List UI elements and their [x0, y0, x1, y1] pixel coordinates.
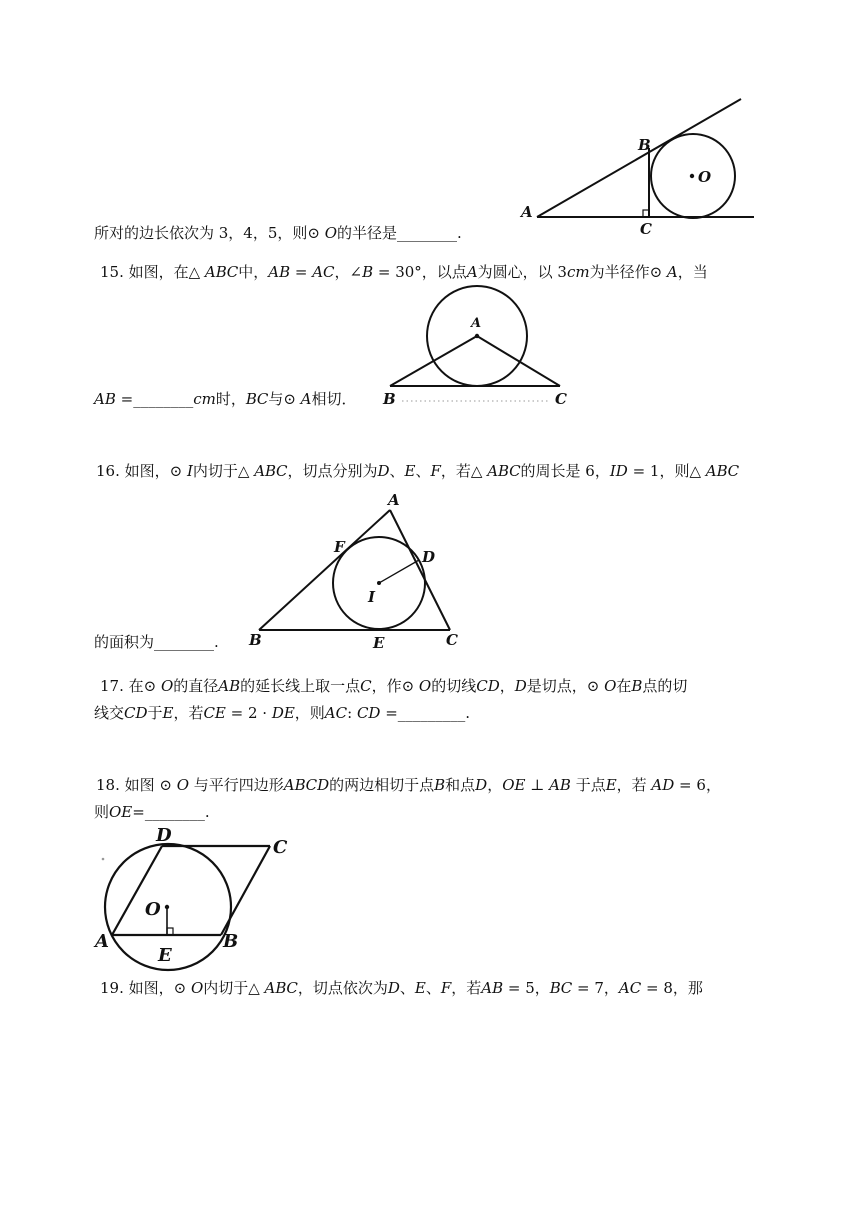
- q18-diagram: [92, 822, 302, 972]
- q16-label-a: A: [388, 491, 400, 509]
- q18-line-ad: [112, 846, 162, 935]
- q18-label-e: E: [158, 945, 172, 966]
- q15-diagram: [378, 292, 578, 410]
- q15-text-line2: 𝐴𝐵 =________𝑐𝑚时，𝐵𝐶与⊙ 𝐴相切．: [94, 390, 357, 408]
- q18-center-dot: [165, 905, 169, 909]
- q15-label-a: A: [471, 316, 482, 331]
- q16-center-dot: [377, 581, 381, 585]
- q15-label-b: B: [383, 390, 396, 408]
- q17-text-line2: 线交𝐶𝐷于𝐸，若𝐶𝐸 = 2 · 𝐷𝐸，则𝐴𝐶: 𝐶𝐷 =_________.: [94, 704, 471, 722]
- q19-text-line1: 19. 如图，⊙ 𝑂内切于△ 𝐴𝐵𝐶，切点依次为𝐷、𝐸、𝐹，若𝐴𝐵 = 5，𝐵𝐶 = 7，𝐴𝐶 = 8，那: [100, 979, 703, 997]
- q16-diagram: [245, 488, 470, 650]
- q14-center-dot: [690, 174, 694, 178]
- q16-line-ac: [390, 510, 450, 630]
- q16-label-e: E: [373, 634, 385, 652]
- q15-line-ab: [390, 336, 477, 386]
- q18-figure: [92, 822, 302, 972]
- q15-center-dot: [475, 334, 479, 338]
- q14-label-a: A: [521, 203, 533, 221]
- q16-label-f: F: [334, 538, 345, 556]
- q18-label-b: B: [223, 931, 239, 952]
- q14-label-c: C: [640, 220, 652, 238]
- q14-label-o: O: [698, 168, 712, 186]
- q16-label-d: D: [422, 548, 436, 566]
- q16-text-line1: 16. 如图，⊙ 𝐼内切于△ 𝐴𝐵𝐶，切点分别为𝐷、𝐸、𝐹，若△ 𝐴𝐵𝐶的周长是 6，𝐼𝐷 = 1，则△ 𝐴𝐵𝐶: [96, 462, 740, 480]
- q16-label-c: C: [446, 631, 458, 649]
- q16-figure: [245, 488, 470, 650]
- q18-text-line2: 则𝑂𝐸=________.: [94, 803, 210, 821]
- q16-label-i: I: [368, 588, 376, 606]
- q14-label-b: B: [638, 136, 651, 154]
- q15-figure: [378, 292, 578, 410]
- q14-line-ray: [537, 99, 741, 217]
- q18-speck: [102, 858, 105, 861]
- q15-text-line1: 15. 如图，在△ 𝐴𝐵𝐶中，𝐴𝐵 = 𝐴𝐶，∠𝐵 = 30°，以点𝐴为圆心，以 3𝑐𝑚为半径作⊙ 𝐴，当: [100, 263, 708, 281]
- q18-label-o: O: [145, 899, 161, 920]
- q18-label-d: D: [156, 825, 172, 846]
- q14-diagram: [518, 92, 763, 240]
- q17-text-line1: 17. 在⊙ 𝑂的直径𝐴𝐵的延长线上取一点𝐶，作⊙ 𝑂的切线𝐶𝐷，𝐷是切点，⊙ 𝑂在𝐵点的切: [100, 677, 688, 695]
- q18-text-line1: 18. 如图 ⊙ 𝑂 与平行四边形𝐴𝐵𝐶𝐷的两边相切于点𝐵和点𝐷，𝑂𝐸 ⊥ 𝐴𝐵 于点𝐸，若 𝐴𝐷 = 6，: [96, 776, 721, 794]
- q16-label-b: B: [249, 631, 262, 649]
- q15-label-c: C: [555, 390, 567, 408]
- q14-figure: [518, 92, 763, 240]
- q16-line-ab: [259, 510, 390, 630]
- q14-text-line: 所对的边长依次为 3，4，5，则⊙ 𝑂的半径是________.: [94, 224, 462, 242]
- q16-line-id: [379, 560, 419, 583]
- q15-line-ac: [477, 336, 560, 386]
- q18-label-c: C: [273, 837, 288, 858]
- q16-text-line2: 的面积为________.: [94, 633, 219, 651]
- q18-label-a: A: [95, 931, 109, 952]
